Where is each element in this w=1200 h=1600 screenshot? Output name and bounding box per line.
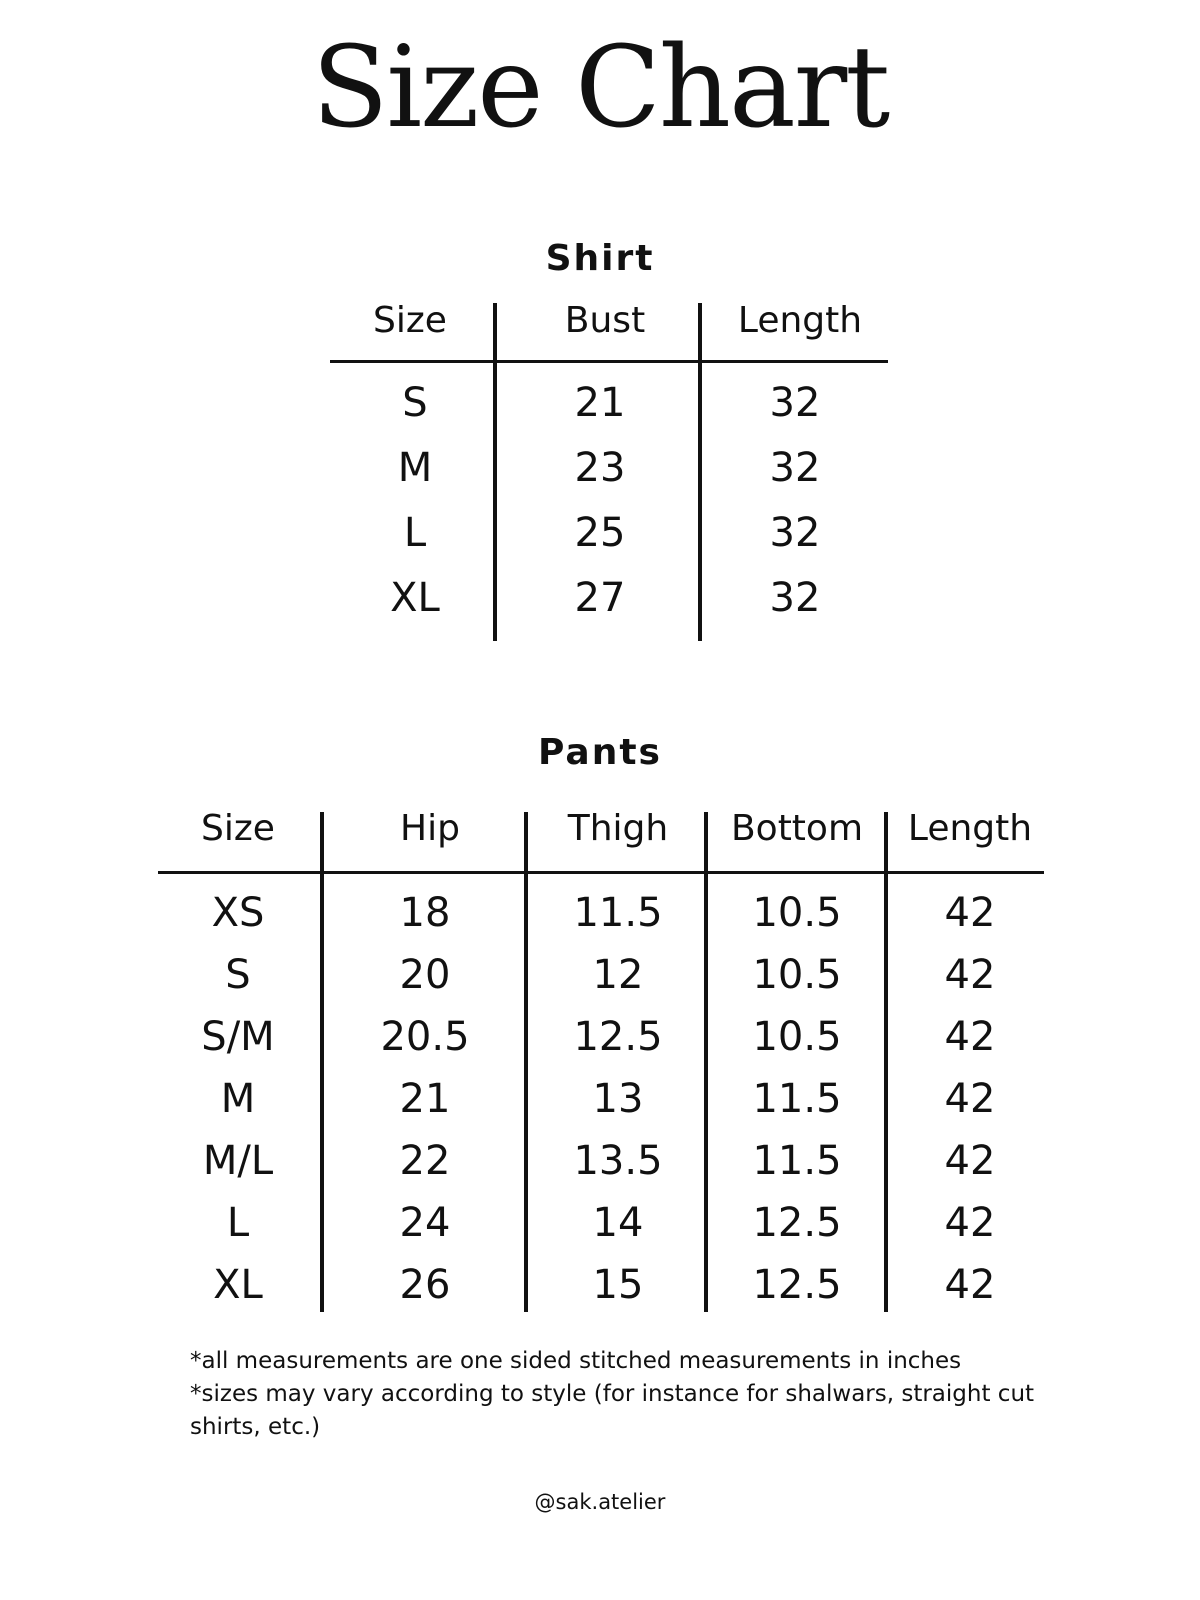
pants-cell: 20.5 xyxy=(380,1014,470,1060)
pants-cell: 42 xyxy=(944,952,996,998)
pants-cell: 15 xyxy=(592,1262,644,1308)
pants-cell: 12.5 xyxy=(573,1014,663,1060)
social-handle: @sak.atelier xyxy=(534,1490,666,1514)
pants-header-bottom: Bottom xyxy=(730,808,864,849)
pants-cell: 18 xyxy=(399,890,451,936)
footnote: *all measurements are one sided stitched measurements in inches xyxy=(190,1348,962,1374)
pants-cell: 42 xyxy=(944,1014,996,1060)
pants-cell: 42 xyxy=(944,1076,996,1122)
shirt-cell: L xyxy=(403,510,427,556)
pants-cell: 11.5 xyxy=(573,890,663,936)
pants-cell: 11.5 xyxy=(752,1076,842,1122)
pants-cell: 10.5 xyxy=(752,952,842,998)
pants-cell: L xyxy=(226,1200,250,1246)
pants-cell: M xyxy=(220,1076,256,1122)
pants-cell: 13.5 xyxy=(573,1138,663,1184)
shirt-cell: M xyxy=(397,445,433,491)
shirt-cell: 32 xyxy=(769,575,821,621)
pants-column-divider xyxy=(320,812,324,1312)
pants-cell: 13 xyxy=(592,1076,644,1122)
pants-cell: 22 xyxy=(399,1138,451,1184)
pants-cell: 14 xyxy=(592,1200,644,1246)
pants-cell: 20 xyxy=(399,952,451,998)
pants-cell: 26 xyxy=(399,1262,451,1308)
page-title: Size Chart xyxy=(311,23,889,153)
shirt-cell: 32 xyxy=(769,380,821,426)
pants-cell: XL xyxy=(213,1262,263,1308)
shirt-header-size: Size xyxy=(373,300,447,341)
pants-cell: S/M xyxy=(201,1014,275,1060)
pants-column-divider xyxy=(524,812,528,1312)
pants-cell: 12 xyxy=(592,952,644,998)
pants-section-title: Pants xyxy=(538,732,662,773)
pants-cell: 10.5 xyxy=(752,890,842,936)
pants-cell: S xyxy=(225,952,251,998)
shirt-cell: 27 xyxy=(574,575,626,621)
pants-column-divider xyxy=(884,812,888,1312)
pants-cell: 21 xyxy=(399,1076,451,1122)
shirt-cell: S xyxy=(402,380,428,426)
shirt-header-bust: Bust xyxy=(564,300,646,341)
pants-cell: 42 xyxy=(944,890,996,936)
pants-cell: 11.5 xyxy=(752,1138,842,1184)
pants-header-thigh: Thigh xyxy=(567,808,669,849)
shirt-cell: 23 xyxy=(574,445,626,491)
pants-cell: XS xyxy=(211,890,265,936)
pants-header-hip: Hip xyxy=(400,808,460,849)
pants-header-size: Size xyxy=(201,808,275,849)
pants-column-divider xyxy=(704,812,708,1312)
shirt-cell: 21 xyxy=(574,380,626,426)
pants-cell: 42 xyxy=(944,1200,996,1246)
shirt-cell: XL xyxy=(390,575,440,621)
pants-cell: 10.5 xyxy=(752,1014,842,1060)
shirt-header-length: Length xyxy=(737,300,863,341)
shirt-column-divider xyxy=(493,303,497,641)
shirt-cell: 32 xyxy=(769,445,821,491)
pants-header-divider xyxy=(158,871,1044,874)
shirt-header-divider xyxy=(330,360,888,363)
pants-cell: 24 xyxy=(399,1200,451,1246)
pants-header-length: Length xyxy=(907,808,1033,849)
shirt-section-title: Shirt xyxy=(545,238,655,279)
pants-cell: 42 xyxy=(944,1138,996,1184)
footnote: *sizes may vary according to style (for instance for shalwars, straight cut shirts, etc.) xyxy=(190,1381,1035,1440)
pants-cell: 42 xyxy=(944,1262,996,1308)
pants-cell: M/L xyxy=(202,1138,274,1184)
shirt-column-divider xyxy=(698,303,702,641)
shirt-cell: 25 xyxy=(574,510,626,556)
footnotes xyxy=(190,1345,1040,1444)
shirt-cell: 32 xyxy=(769,510,821,556)
pants-cell: 12.5 xyxy=(752,1262,842,1308)
pants-cell: 12.5 xyxy=(752,1200,842,1246)
